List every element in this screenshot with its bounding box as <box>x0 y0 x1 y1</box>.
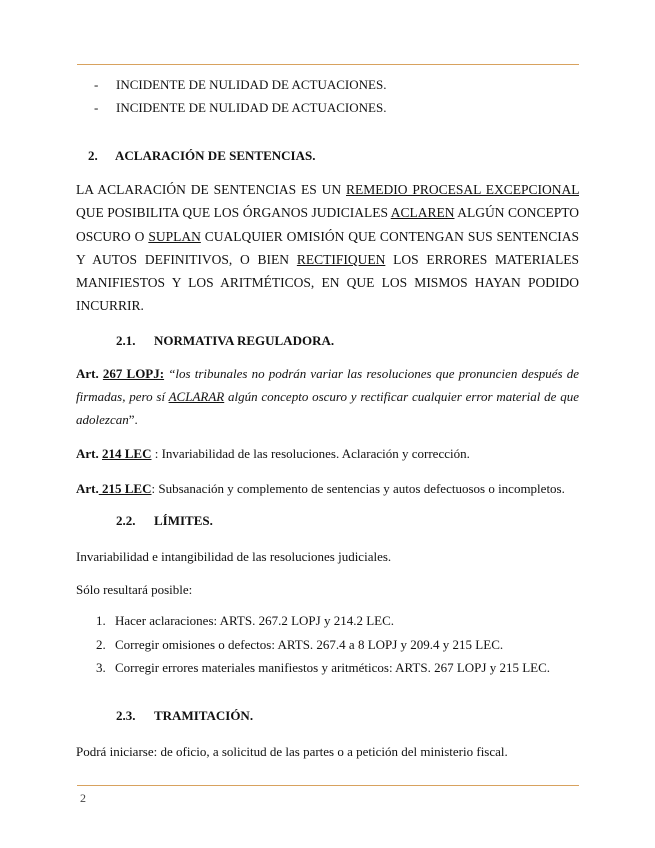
tramitacion-text: Podrá iniciarse: de oficio, a solicitud de las partes o a petición del ministerio fiscal. <box>76 744 508 759</box>
section-2-paragraph: LA ACLARACIÓN DE SENTENCIAS ES UN REMEDIO PROCESAL EXCEPCIONAL QUE POSIBILITA QUE LOS ÓRGANOS JUDICIALES ACLAREN ALGÚN CONCEPTO OSCURO O SUPLAN CUALQUIER OMISIÓN QUE CONTENGAN SUS SENTENCIAS Y AUTOS DEFINITIVOS, O BIEN RECTIFIQUEN LOS ERRORES MATERIALES MANIFIESTOS Y LOS ARITMÉTICOS, EN QUE LOS MISMOS HAYAN PODIDO INCURRIR. <box>76 182 579 314</box>
article-214-lec: Art. 214 LEC : Invariabilidad de las resoluciones. Aclaración y corrección. <box>76 446 470 461</box>
list-item: - INCIDENTE DE NULIDAD DE ACTUACIONES. <box>94 100 387 115</box>
list-item: - INCIDENTE DE NULIDAD DE ACTUACIONES. <box>94 77 387 92</box>
limits-text: Invariabilidad e intangibilidad de las resoluciones judiciales. <box>76 549 392 564</box>
limits-list-item: 1. Hacer aclaraciones: ARTS. 267.2 LOPJ y 214.2 LEC. <box>96 613 395 628</box>
page-number: 2 <box>80 791 86 805</box>
limits-list-item: 2. Corregir omisiones o defectos: ARTS. 267.4 a 8 LOPJ y 209.4 y 215 LEC. <box>96 637 504 652</box>
section-heading-2-2: 2.2. LÍMITES. <box>116 513 213 528</box>
section-heading-2: 2. ACLARACIÓN DE SENTENCIAS. <box>88 148 316 163</box>
limits-list-item: 3. Corregir errores materiales manifiestos y aritméticos: ARTS. 267 LOPJ y 215 LEC. <box>96 660 550 675</box>
article-215-lec: Art. 215 LEC: Subsanación y complemento de sentencias y autos defectuosos o incompletos. <box>76 481 565 496</box>
article-267-lopj: Art. 267 LOPJ: “los tribunales no podrán variar las resoluciones que pronuncien después de firmadas, pero sí ACLARAR algún concepto oscuro y rectificar cualquier error material de que adolezcan”. <box>76 366 580 427</box>
section-heading-2-1: 2.1. NORMATIVA REGULADORA. <box>116 333 335 348</box>
section-heading-2-3: 2.3. TRAMITACIÓN. <box>116 708 254 723</box>
footer-rule <box>77 785 579 786</box>
limits-intro: Sólo resultará posible: <box>76 582 193 597</box>
header-rule <box>77 64 579 65</box>
